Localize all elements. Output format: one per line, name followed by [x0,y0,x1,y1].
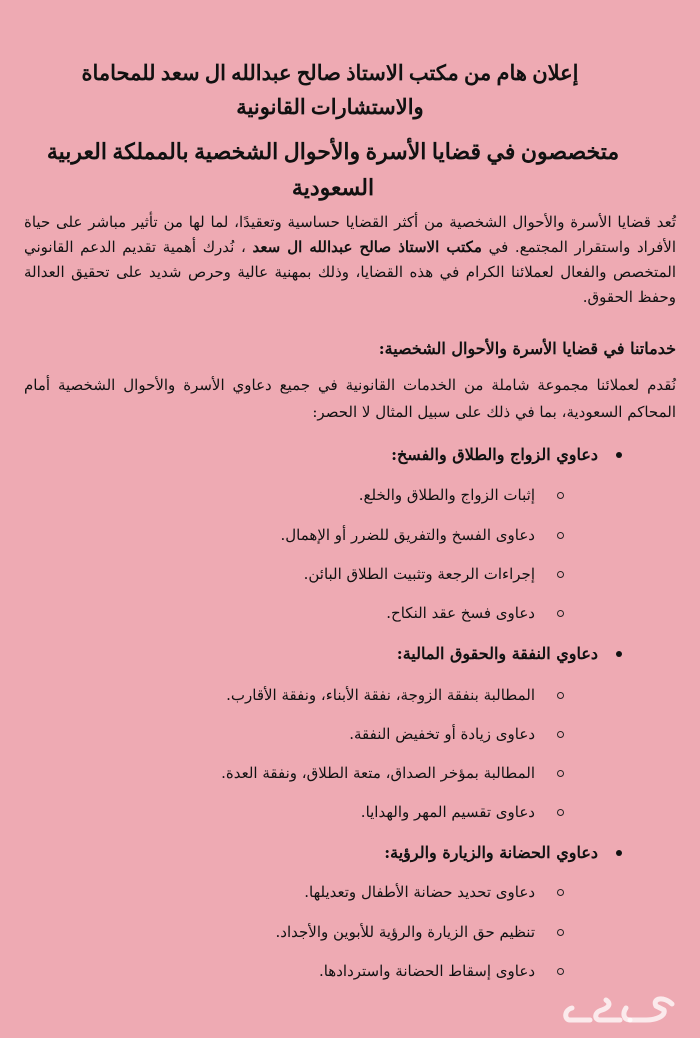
category-title: دعاوي الحضانة والزيارة والرؤية: [384,843,598,862]
list-item [221,761,564,785]
bullet-icon [616,651,622,657]
list-item [276,920,564,944]
circle-bullet-icon [557,809,564,816]
list-item [349,722,564,746]
list-item-text: المطالبة بمؤخر الصداق، متعة الطلاق، ونفقة العدة. [221,764,535,782]
list-item-text: إثبات الزواج والطلاق والخلع. [358,486,535,504]
circle-bullet-icon [557,571,564,578]
circle-bullet-icon [557,770,564,777]
circle-bullet-icon [557,532,564,539]
list-item [361,800,564,824]
haraj-watermark-logo [560,990,682,1030]
category-custody-visitation [384,841,622,865]
list-item [304,562,564,586]
circle-bullet-icon [557,968,564,975]
category-title: دعاوي النفقة والحقوق المالية: [396,644,598,663]
list-item-text: دعاوى فسخ عقد النكاح. [386,604,535,622]
services-heading: خدماتنا في قضايا الأسرة والأحوال الشخصية: [378,339,676,358]
circle-bullet-icon [557,929,564,936]
circle-bullet-icon [557,889,564,896]
office-name: مكتب الاستاذ صالح عبدالله ال سعد [252,238,482,256]
announcement-title [60,56,600,124]
list-item-text: دعاوى تحديد حضانة الأطفال وتعديلها. [304,883,535,901]
list-item-text: إجراءات الرجعة وتثبيت الطلاق البائن. [303,565,535,583]
bullet-icon [616,452,622,458]
subtitle-line-1: متخصصون في قضايا الأسرة والأحوال الشخصية بالمملكة العربية [46,139,620,164]
specialty-subtitle [40,134,626,206]
services-lead-paragraph: نُقدم لعملائنا مجموعة شاملة من الخدمات القانونية في جميع دعاوي الأسرة والأحوال الشخصية أمام المحاكم السعودية، بما في ذلك على سبيل المثال لا الحصر: [24,376,676,421]
list-item [281,523,565,547]
list-item [226,683,564,707]
list-item [319,959,564,983]
category-title: دعاوي الزواج والطلاق والفسخ: [391,445,598,464]
intro-text-part1: تُعد قضايا الأسرة والأحوال الشخصية من أكثر القضايا حساسية وتعقيدًا، لما لها من تأثير مباشر على حياة الأفراد واستقرار المجتمع. في [24,213,676,256]
intro-paragraph [24,210,676,310]
circle-bullet-icon [557,692,564,699]
list-item [359,483,564,507]
list-item-text: المطالبة بنفقة الزوجة، نفقة الأبناء، ونفقة الأقارب. [226,686,535,704]
intro-text-part2: ، نُدرك أهمية تقديم الدعم القانوني المتخصص والفعال لعملائنا الكرام في هذه القضايا، وذلك بمهنية عالية وحرص شديد على تحقيق العدالة وحفظ الحقوق. [24,238,676,306]
title-line-1: إعلان هام من مكتب الاستاذ صالح عبدالله ال سعد للمحاماة [81,61,579,85]
list-item [386,601,564,625]
list-item-text: دعاوى الفسخ والتفريق للضرر أو الإهمال. [280,526,535,544]
circle-bullet-icon [557,492,564,499]
bullet-icon [616,850,622,856]
list-item-text: دعاوى زيادة أو تخفيض النفقة. [349,725,535,743]
list-item [304,880,564,904]
subtitle-line-2: السعودية [291,175,375,200]
list-item-text: دعاوى تقسيم المهر والهدايا. [360,803,535,821]
list-item-text: تنظيم حق الزيارة والرؤية للأبوين والأجداد. [275,923,535,941]
list-item-text: دعاوى إسقاط الحضانة واستردادها. [318,962,535,980]
circle-bullet-icon [557,610,564,617]
category-marriage-divorce [391,443,622,467]
circle-bullet-icon [557,731,564,738]
category-alimony-financial [397,642,622,666]
title-line-2: والاستشارات القانونية [236,95,424,119]
